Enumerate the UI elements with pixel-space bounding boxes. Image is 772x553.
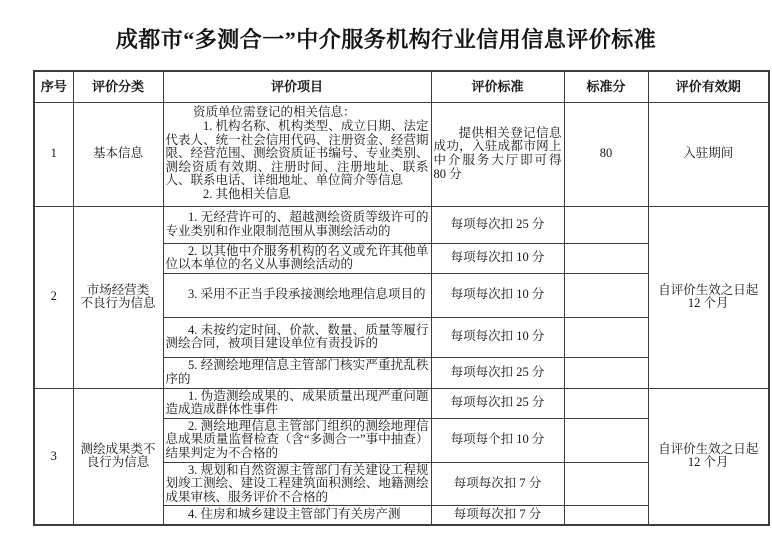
- project-item: 2. 测绘地理信息主管部门组织的测绘地理信息成果质量监督检查（含“多测合一”事中抽查）结果判定为不合格的: [165, 418, 429, 461]
- score-cell: [564, 273, 648, 317]
- column-header-validity: 评价有效期: [648, 71, 769, 102]
- column-header-serial: 序号: [34, 71, 73, 102]
- column-header-project: 评价项目: [163, 71, 431, 102]
- score-cell: [564, 243, 648, 273]
- project-item: 5. 经测绘地理信息主管部门核实严重扰乱秩序的: [165, 358, 429, 386]
- project-item: 4. 未按约定时间、价款、数量、质量等履行测绘合同，被项目建设单位有责投诉的: [165, 322, 429, 351]
- validity-cell: 入驻期间: [648, 102, 769, 206]
- score-cell: [564, 418, 648, 462]
- serial-cell: 3: [34, 388, 73, 525]
- project-cell: [163, 506, 431, 525]
- project-item: 1. 伪造测绘成果的、成果质量出现严重问题造成造成群体性事件: [165, 388, 429, 417]
- standard-text: 提供相关登记信息成功，入驻成都市网上中介服务大厅即可得 80 分: [433, 125, 562, 181]
- column-header-standard: 评价标准: [431, 71, 564, 102]
- project-intro: 资质单位需登记的相关信息：: [193, 105, 356, 120]
- standard-cell: 每项每次扣 10 分: [431, 243, 564, 273]
- project-cell: [163, 357, 431, 388]
- serial-cell: 1: [34, 102, 73, 206]
- standard-cell: 每项每次扣 25 分: [431, 206, 564, 243]
- validity-cell: 自评价生效之日起 12 个月: [648, 206, 769, 388]
- score-cell: [564, 206, 648, 243]
- score-cell: 80: [564, 102, 648, 206]
- table-row: [34, 388, 769, 418]
- score-cell: [564, 357, 648, 388]
- column-header-score: 标准分: [564, 71, 648, 102]
- project-item: 3. 采用不正当手段承接测绘地理信息项目的: [188, 287, 426, 302]
- project-cell: [163, 317, 431, 357]
- column-header-category: 评价分类: [73, 71, 163, 102]
- table-row: [34, 102, 769, 206]
- project-cell: [163, 206, 431, 243]
- project-cell: [163, 418, 431, 462]
- standard-cell: 每项每个扣 10 分: [431, 418, 564, 462]
- standard-cell: 每项每次扣 10 分: [431, 273, 564, 317]
- score-cell: [564, 317, 648, 357]
- standard-cell: 每项每次扣 7 分: [431, 462, 564, 506]
- table-row: [34, 206, 769, 243]
- standard-cell: 每项每次扣 25 分: [431, 357, 564, 388]
- project-item: 3. 规划和自然资源主管部门有关建设工程规划竣工测绘、建设工程建筑面积测绘、地籍测绘成果审核、服务评价不合格的: [165, 462, 429, 504]
- category-cell: 市场经营类 不良行为信息: [73, 206, 163, 388]
- project-item: 1. 机构名称、机构类型、成立日期、法定代表人、统一社会信用代码、注册资金、经营期限、经营范围、测绘资质证书编号、专业类别、测绘资质有效期、注册时间、注册地址、联系人、联系电话、详细地址、单位简介等信息: [165, 119, 429, 188]
- page-title: 成都市“多测合一”中介服务机构行业信用信息评价标准: [115, 27, 657, 52]
- credit-standard-table: [33, 70, 770, 526]
- standard-cell: 每项每次扣 25 分: [431, 388, 564, 418]
- category-cell: 基本信息: [73, 102, 163, 206]
- standard-cell: [431, 102, 564, 206]
- project-cell: [163, 462, 431, 506]
- score-cell: [564, 506, 648, 525]
- standard-cell: 每项每次扣 10 分: [431, 317, 564, 357]
- project-item: 2. 其他相关信息: [203, 186, 291, 201]
- project-item: 4. 住房和城乡建设主管部门有关房产测: [188, 507, 401, 522]
- score-cell: [564, 462, 648, 506]
- table-header-row: [34, 71, 769, 102]
- project-item: 1. 无经营许可的、超越测绘资质等级许可的专业类别和作业限制范围从事测绘活动的: [165, 209, 429, 238]
- project-item: 2. 以其他中介服务机构的名义或允许其他单位以本单位的名义从事测绘活动的: [165, 243, 429, 272]
- project-cell: [163, 243, 431, 273]
- validity-cell: 自评价生效之日起 12 个月: [648, 388, 769, 525]
- standard-cell: 每项每次扣 7 分: [431, 506, 564, 525]
- score-cell: [564, 388, 648, 418]
- serial-cell: 2: [34, 206, 73, 388]
- project-cell: [163, 388, 431, 418]
- category-cell: 测绘成果类不 良行为信息: [73, 388, 163, 525]
- project-cell: [163, 273, 431, 317]
- project-cell: [163, 102, 431, 206]
